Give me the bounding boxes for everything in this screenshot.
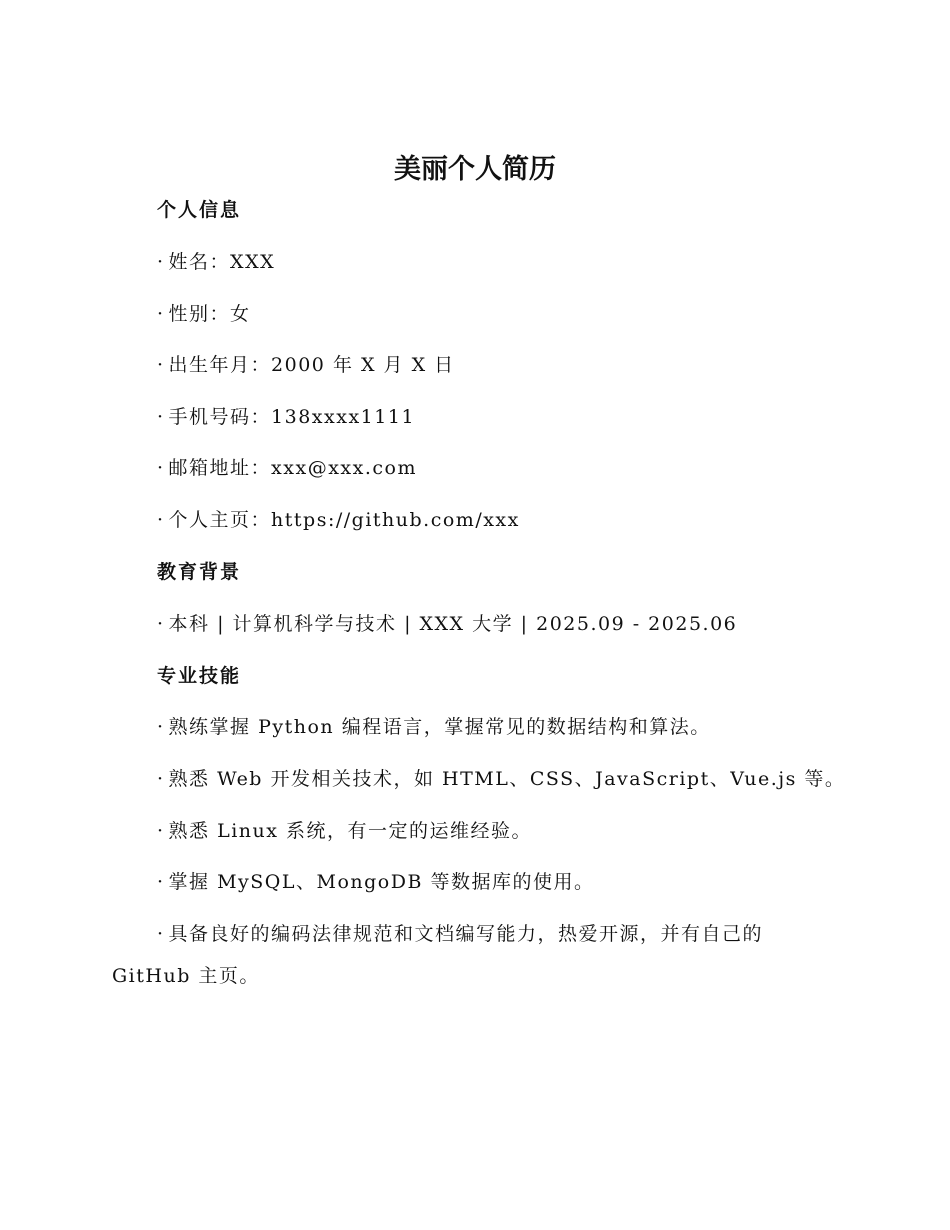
bullet-icon: · — [157, 820, 165, 842]
list-item — [112, 913, 812, 997]
list-item — [157, 454, 417, 482]
bullet-icon: · — [157, 871, 165, 893]
page-title: 美丽个人简历 — [394, 154, 556, 185]
bullet-icon: · — [157, 457, 165, 479]
bullet-icon: · — [157, 406, 165, 428]
bullet-icon: · — [157, 509, 165, 531]
list-item — [157, 868, 594, 896]
skill-web: 熟悉 Web 开发相关技术，如 HTML、CSS、JavaScript、Vue.js 等。 — [168, 768, 846, 790]
section-heading-education: 教育背景 — [157, 561, 242, 583]
bullet-icon: · — [157, 303, 165, 325]
list-item — [157, 817, 532, 845]
info-name: 姓名：XXX — [168, 251, 276, 273]
bullet-icon: · — [157, 613, 165, 635]
list-item — [157, 403, 415, 431]
education-entry: 本科 | 计算机科学与技术 | XXX 大学 | 2025.09 - 2025.06 — [168, 613, 738, 635]
skill-linux: 熟悉 Linux 系统，有一定的运维经验。 — [168, 820, 533, 842]
section-heading-personal-info: 个人信息 — [157, 199, 242, 221]
info-gender: 性别：女 — [168, 303, 251, 325]
bullet-icon: · — [157, 716, 165, 738]
list-item — [157, 713, 711, 741]
bullet-icon: · — [157, 354, 165, 376]
info-birthdate: 出生年月：2000 年 X 月 X 日 — [168, 354, 455, 376]
list-item — [157, 610, 737, 638]
info-phone: 手机号码：138xxxx1111 — [168, 406, 416, 428]
section-heading-skills: 专业技能 — [157, 665, 242, 687]
info-homepage: 个人主页：https://github.com/xxx — [168, 509, 520, 531]
list-item — [157, 300, 251, 328]
info-email: 邮箱地址：xxx@xxx.com — [168, 457, 417, 479]
list-item — [157, 765, 845, 793]
skill-database: 掌握 MySQL、MongoDB 等数据库的使用。 — [168, 871, 595, 893]
list-item — [157, 248, 275, 276]
list-item — [157, 506, 520, 534]
skill-coding-standards: 具备良好的编码法律规范和文档编写能力，热爱开源，并有自己的 GitHub 主页。 — [112, 923, 764, 987]
skill-python: 熟练掌握 Python 编程语言，掌握常见的数据结构和算法。 — [168, 716, 711, 738]
bullet-icon: · — [157, 923, 165, 945]
list-item — [157, 351, 455, 379]
bullet-icon: · — [157, 768, 165, 790]
bullet-icon: · — [157, 251, 165, 273]
